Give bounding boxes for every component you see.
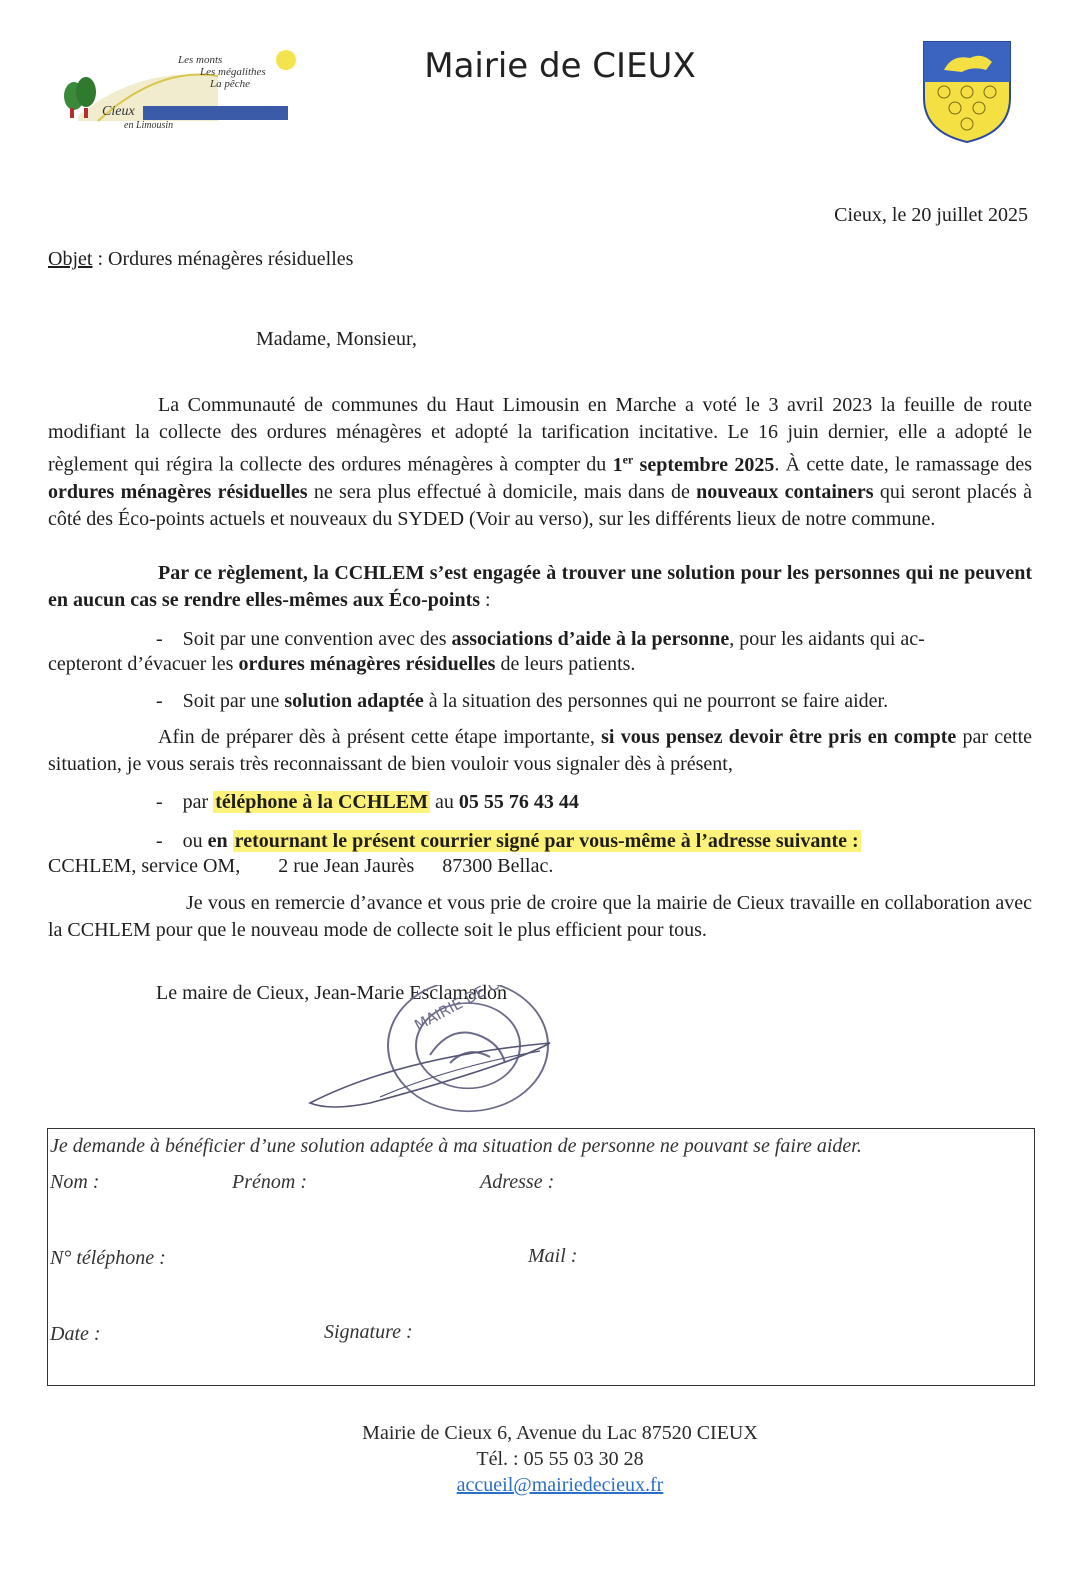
greeting: Madame, Monsieur, bbox=[256, 328, 417, 350]
logo-tagline-1: Les monts bbox=[178, 54, 223, 66]
b4-space bbox=[228, 830, 233, 852]
bullet-1-line-2 bbox=[48, 651, 1032, 678]
p1-date-sup: er bbox=[622, 452, 634, 466]
b1-text-d: cepteront d’évacuer les bbox=[48, 653, 239, 675]
bullet-2 bbox=[156, 688, 888, 715]
b3-highlight: téléphone à la CCHLEM bbox=[215, 791, 428, 813]
p2-bold: Par ce règlement, la CCHLEM s’est engagée à trouver une solution pour les personnes qui ne peuvent en aucun cas se rendre elles-mêmes aux Éco-points bbox=[48, 562, 1032, 611]
p1-text-c: . À cette date, le ramassage des bbox=[774, 453, 1032, 476]
logo-tagline-2: Les mégalithes bbox=[200, 66, 266, 78]
form-heading: Je demande à bénéficier d’une solution adaptée à ma situation de personne ne pouvant se faire aider. bbox=[50, 1135, 862, 1157]
form-adresse-label[interactable]: Adresse : bbox=[480, 1171, 555, 1193]
subject-text: : Ordures ménagères résiduelles bbox=[92, 248, 354, 270]
p2-rest: : bbox=[480, 589, 491, 611]
b1-bold-ordures: ordures ménagères résiduelles bbox=[238, 653, 496, 675]
p3-text-a: Afin de préparer dès à présent cette étape importante, bbox=[158, 726, 602, 748]
p3-text-c: par cette situation, je vous serais très reconnaissant de bien vouloir vous signaler dès à présent, bbox=[48, 726, 1033, 775]
p1-text-e: ne sera plus effectué à domicile, mais dans de bbox=[307, 480, 697, 503]
b4-text-a: ou bbox=[182, 830, 208, 852]
subject-label: Objet bbox=[48, 248, 93, 270]
page-title: Mairie de CIEUX bbox=[424, 46, 696, 86]
b3-text-a: par bbox=[182, 791, 214, 813]
address-street: 2 rue Jean Jaurès bbox=[278, 855, 415, 877]
official-stamp bbox=[300, 985, 560, 1125]
form-nom-label[interactable]: Nom : bbox=[50, 1171, 100, 1193]
footer-address: Mairie de Cieux 6, Avenue du Lac 87520 CIEUX bbox=[362, 1422, 758, 1444]
form-date-label[interactable]: Date : bbox=[50, 1323, 101, 1345]
p1-text-a: La Communauté de communes du Haut Limousin en Marche a voté le 3 avril 2023 la feuille de route modifiant la collecte des ordures ménagères et adopté la tarification incitative. Le 16 juin dernier, elle a adopté le règlement qui régira la collecte des ordures ménagères à compter du bbox=[48, 394, 1032, 476]
bullet-dash: - bbox=[156, 628, 163, 650]
p3-bold: si vous pensez devoir être pris en compte bbox=[601, 726, 957, 748]
footer-phone: Tél. : 05 55 03 30 28 bbox=[476, 1448, 644, 1470]
b2-text-c: à la situation des personnes qui ne pourront se faire aider. bbox=[423, 690, 889, 712]
bullet-3-phone bbox=[156, 789, 579, 816]
b3-text-c: au bbox=[430, 791, 459, 813]
p1-date-rest: septembre 2025 bbox=[633, 453, 775, 476]
p1-bold-containers: nouveaux containers bbox=[696, 480, 874, 503]
form-mail-label[interactable]: Mail : bbox=[528, 1245, 578, 1267]
bullet-dash: - bbox=[156, 690, 163, 712]
b1-text-f: de leurs patients. bbox=[495, 653, 636, 675]
form-telephone-label[interactable]: N° téléphone : bbox=[50, 1247, 166, 1269]
stamp-text: MAIRIE DE CIEUX bbox=[411, 985, 534, 1035]
bullet-4-mail bbox=[156, 828, 861, 855]
bullet-dash: - bbox=[156, 830, 163, 852]
paragraph-3 bbox=[48, 724, 1032, 778]
p1-text-g: qui seront placés à côté des Éco-points actuels et nouveaux du SYDED (Voir au verso), sur les différents lieux de notre commune. bbox=[48, 480, 1032, 530]
letter-date: Cieux, le 20 juillet 2025 bbox=[834, 204, 1028, 226]
b2-bold-solution: solution adaptée bbox=[284, 690, 424, 712]
cchlem-phone-number: 05 55 76 43 44 bbox=[458, 791, 579, 813]
b1-bold-associations: associations d’aide à la personne bbox=[451, 628, 730, 650]
bullet-dash: - bbox=[156, 791, 163, 813]
letter-subject bbox=[48, 248, 353, 271]
b4-highlight: retournant le présent courrier signé par vous-même à l’adresse suivante : bbox=[234, 830, 859, 852]
b4-bold-en: en bbox=[207, 830, 228, 852]
form-prenom-label[interactable]: Prénom : bbox=[232, 1171, 307, 1193]
p1-date-num: 1 bbox=[612, 453, 623, 476]
form-signature-label[interactable]: Signature : bbox=[324, 1321, 413, 1343]
footer-email-container bbox=[0, 1474, 1080, 1497]
address-org: CCHLEM, service OM, bbox=[48, 855, 241, 877]
logo-tagline-3: La pêche bbox=[210, 78, 251, 90]
stamp-seal-icon bbox=[300, 985, 560, 1125]
coat-of-arms-icon bbox=[922, 40, 1012, 144]
paragraph-1 bbox=[48, 392, 1032, 533]
footer-email-link[interactable]: accueil@mairiedecieux.fr bbox=[456, 1474, 664, 1496]
b1-text-c: , pour les aidants qui ac- bbox=[729, 628, 925, 650]
cchlem-address bbox=[48, 853, 1032, 880]
p1-bold-ordures: ordures ménagères résiduelles bbox=[48, 480, 308, 503]
address-city: 87300 Bellac. bbox=[442, 855, 554, 877]
paragraph-4: Je vous en remercie d’avance et vous prie de croire que la mairie de Cieux travaille en collaboration avec la CCHLEM pour que le nouveau mode de collecte soit le plus efficient pour tous. bbox=[48, 892, 1032, 941]
mayor-signature-line: Le maire de Cieux, Jean-Marie Esclamadon bbox=[156, 982, 507, 1004]
b2-text-a: Soit par une bbox=[182, 690, 285, 712]
paragraph-2 bbox=[48, 560, 1032, 614]
logo-name: Cieux bbox=[102, 104, 135, 119]
b1-text-a: Soit par une convention avec des bbox=[182, 628, 452, 650]
request-form bbox=[47, 1128, 1035, 1386]
bullet-1-line-1 bbox=[156, 626, 925, 653]
logo-region: en Limousin bbox=[124, 120, 174, 131]
